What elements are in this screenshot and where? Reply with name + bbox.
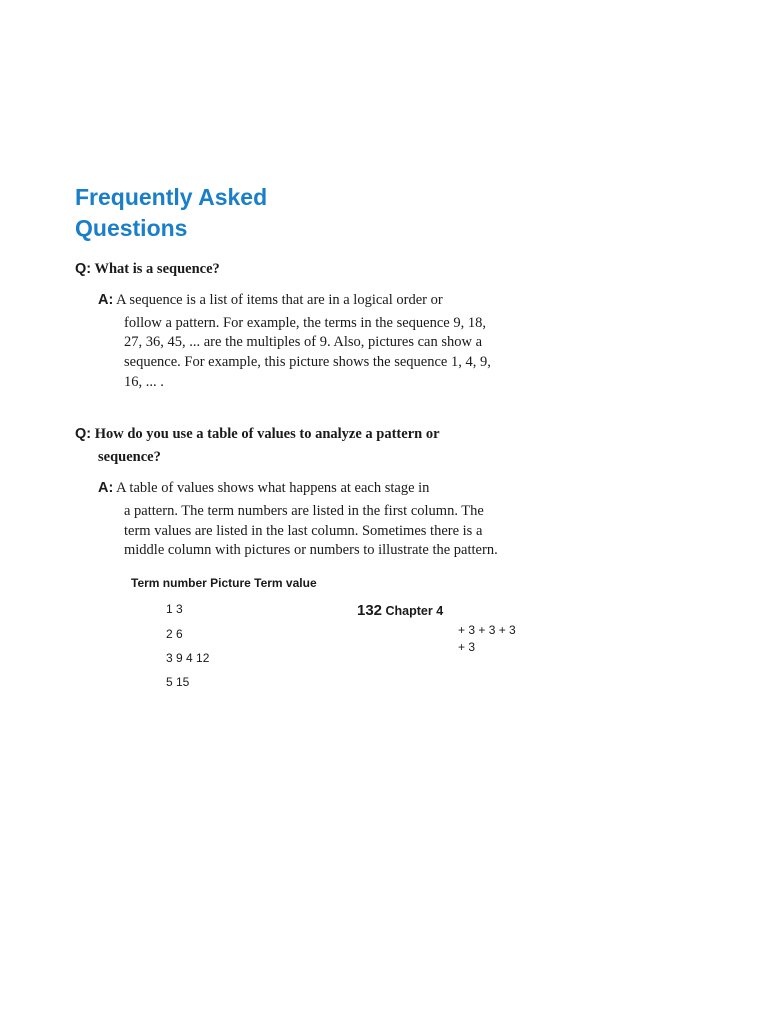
page-title-line-1: Frequently Asked (75, 184, 268, 210)
faq-answer-2-line-4: middle column with pictures or numbers to illustrate the pattern. (124, 542, 498, 558)
table-row: 3 9 4 12 (166, 651, 210, 665)
faq-answer-1-line-2: follow a pattern. For example, the terms in the sequence 9, 18, (124, 315, 486, 331)
question-label: Q: (75, 426, 92, 442)
faq-answer-1-line-3: 27, 36, 45, ... are the multiples of 9. Also, pictures can show a (124, 334, 483, 350)
faq-question-1 (75, 259, 220, 279)
faq-answer-1-line-5: 16, ... . (124, 374, 164, 390)
answer-text: A sequence is a list of items that are in a logical order or (116, 292, 443, 308)
question-label: Q: (75, 261, 92, 277)
differences-line-2: + 3 (458, 640, 476, 654)
faq-answer-1-line-1 (98, 290, 443, 310)
page-number: 132 (357, 602, 383, 619)
differences-line-1: + 3 + 3 + 3 (458, 623, 516, 637)
table-row: 2 6 (166, 627, 183, 641)
answer-label: A: (98, 480, 114, 496)
page-title-line-2: Questions (75, 215, 188, 241)
faq-answer-2-line-1 (98, 478, 429, 498)
faq-answer-1-line-4: sequence. For example, this picture shows the sequence 1, 4, 9, (124, 354, 491, 370)
table-row: 1 3 (166, 602, 183, 616)
answer-label: A: (98, 292, 114, 308)
faq-answer-2-line-2: a pattern. The term numbers are listed in the first column. The (124, 503, 484, 519)
answer-text: A table of values shows what happens at each stage in (116, 480, 430, 496)
page-footer (357, 602, 443, 619)
chapter-label: Chapter 4 (385, 604, 444, 618)
table-header: Term number Picture Term value (131, 576, 317, 590)
faq-answer-2-line-3: term values are listed in the last column. Sometimes there is a (124, 523, 483, 539)
faq-question-2-line-2: sequence? (98, 449, 161, 465)
faq-question-2-line-1 (75, 424, 440, 444)
question-text: How do you use a table of values to analyze a pattern or (94, 426, 440, 442)
table-row: 5 15 (166, 675, 190, 689)
question-text: What is a sequence? (94, 261, 220, 277)
